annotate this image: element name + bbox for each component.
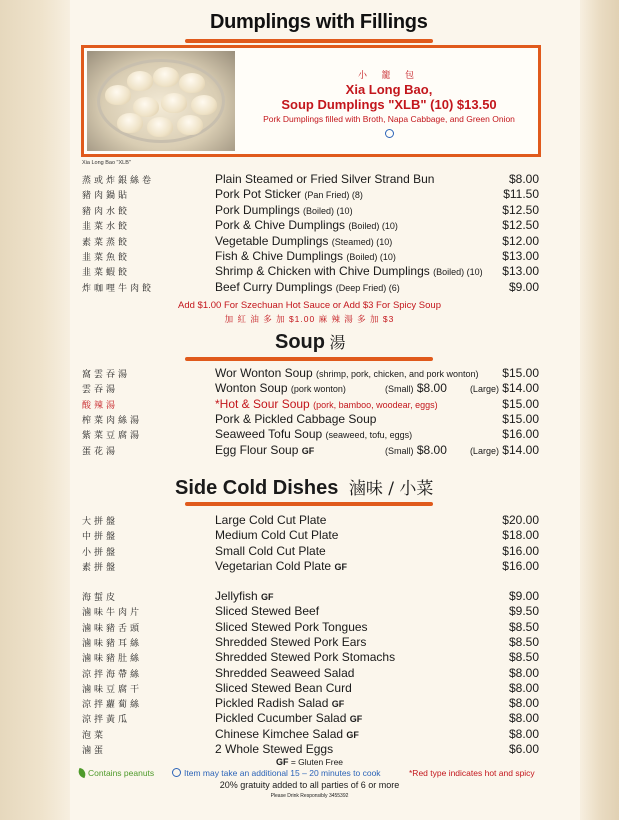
item-name-text: Large Cold Cut Plate (215, 513, 327, 527)
item-chinese-name: 大拼盤 (82, 517, 119, 527)
section-title-soup-cn: 湯 (329, 333, 346, 352)
section-title-cold-wrap (175, 474, 433, 500)
item-price: $8.00 (508, 711, 539, 726)
item-price: $9.50 (508, 604, 539, 619)
item-name-text: Sliced Stewed Pork Tongues (215, 619, 368, 634)
dumpling-shape (179, 73, 205, 93)
item-chinese-name: 滷味豬肚絲 (82, 654, 143, 665)
small-price-value: $8.00 (416, 442, 447, 457)
featured-name-line1: Xia Long Bao, (345, 82, 433, 97)
item-chinese-name: 蛋花湯 (82, 446, 119, 457)
item-chinese-name: 素拼盤 (82, 562, 119, 573)
item-name (215, 604, 319, 618)
item-note: (Pan Fried) (8) (304, 190, 363, 201)
item-price: $15.00 (502, 366, 539, 380)
item-name-text: Sliced Stewed Beef (215, 604, 320, 619)
dumpling-shape (177, 115, 203, 135)
item-price: $16.00 (502, 543, 539, 558)
item-name-text: Chinese Kimchee Salad (215, 726, 344, 741)
item-note: (pork wonton) (290, 384, 346, 395)
section-title-cold-cn: 滷味 / 小菜 (348, 479, 434, 499)
item-price: $11.50 (503, 187, 539, 202)
item-name-text: Sliced Stewed Bean Curd (215, 680, 352, 695)
item-note: (Deep Fried) (6) (335, 282, 400, 293)
item-name-text: Pork Dumplings (215, 202, 300, 217)
addon-note-chinese: 加 紅 油 多 加 $1.00 麻 辣 湯 多 加 $3 (224, 314, 395, 324)
item-chinese-name: 雲吞湯 (82, 385, 119, 396)
item-price: $8.00 (508, 680, 539, 695)
featured-clock-wrap (234, 125, 544, 143)
dumpling-shape (117, 113, 143, 133)
dumpling-shape (161, 93, 187, 113)
item-price: $15.00 (502, 411, 539, 426)
gf-tag: GF (301, 445, 315, 456)
item-name-text: Small Cold Cut Plate (215, 543, 326, 558)
item-name (215, 635, 366, 649)
drink-responsibly-note: Please Drink Responsibly 3455392 (270, 793, 349, 799)
item-price: $9.00 (508, 279, 539, 294)
item-chinese-name: 滷味豬耳絲 (82, 638, 143, 649)
item-price: $9.00 (508, 589, 539, 603)
item-name-text: Pickled Radish Salad (215, 696, 329, 711)
item-chinese-name: 炸咖哩牛肉餃 (82, 283, 155, 294)
soup-dumpling-photo (87, 51, 235, 151)
item-price: $20.00 (502, 513, 539, 527)
gf-tag: GF (349, 714, 363, 725)
item-name (215, 249, 396, 263)
gf-tag: GF (346, 729, 359, 740)
item-name (215, 650, 395, 664)
item-name (215, 589, 274, 603)
item-name (215, 711, 362, 725)
large-price (470, 381, 539, 395)
item-name (215, 427, 412, 441)
item-price: $16.00 (502, 558, 539, 573)
item-price: $15.00 (502, 396, 539, 411)
item-name-text: Beef Curry Dumplings (215, 279, 333, 294)
item-name (215, 727, 359, 741)
legend-peanuts-text: Contains peanuts (88, 768, 155, 778)
item-name-text: *Hot & Sour Soup (215, 396, 310, 411)
item-price: $13.00 (502, 249, 539, 263)
section-title-soup-wrap (275, 330, 345, 354)
item-name (215, 559, 347, 573)
small-label: (Small) (385, 384, 414, 395)
featured-item-box (81, 45, 541, 157)
item-price: $16.00 (502, 427, 539, 442)
item-name (215, 742, 333, 756)
item-name (215, 264, 483, 278)
item-name (215, 187, 363, 201)
peanut-leaf-icon (77, 768, 87, 778)
item-name-text: Fish & Chive Dumplings (215, 249, 344, 263)
large-label: (Large) (469, 384, 499, 395)
large-price-value: $14.00 (502, 442, 539, 457)
title-underline (185, 39, 433, 43)
gf-tag: GF (261, 592, 274, 602)
dumpling-shape (191, 95, 217, 115)
item-note: (Boiled) (10) (346, 252, 396, 262)
item-name-text: Pork & Chive Dumplings (215, 218, 346, 233)
item-chinese-name: 韭菜蝦餃 (82, 268, 131, 279)
item-name-text: Pork Pot Sticker (215, 187, 302, 202)
item-name (215, 443, 314, 457)
item-name-text: Pickled Cucumber Salad (215, 711, 347, 726)
item-name-text: 2 Whole Stewed Eggs (215, 742, 334, 756)
dumpling-shape (153, 67, 179, 87)
item-name (215, 203, 353, 217)
item-chinese-name: 素菜蒸餃 (82, 237, 131, 248)
item-note: (shrimp, pork, chicken, and pork wonton) (315, 369, 479, 379)
item-name-text: Plain Steamed or Fried Silver Strand Bun (215, 172, 435, 186)
item-chinese-name: 涼拌蘿蔔絲 (82, 700, 143, 711)
item-price: $8.50 (508, 619, 539, 634)
item-name-text: Shredded Seaweed Salad (215, 665, 355, 680)
large-price (470, 443, 539, 457)
large-price-value: $14.00 (502, 381, 539, 396)
item-price: $6.00 (508, 742, 539, 756)
item-name (215, 666, 354, 680)
large-label: (Large) (469, 445, 499, 456)
item-price: $8.00 (508, 665, 539, 680)
item-name (215, 696, 344, 710)
legend-spicy: *Red type indicates hot and spicy (409, 768, 535, 778)
item-chinese-name: 涼拌黃瓜 (82, 715, 131, 726)
item-name (215, 397, 438, 411)
item-price: $8.00 (508, 172, 539, 186)
gf-key-label: GF (275, 757, 289, 767)
legend-time (172, 768, 381, 778)
item-name (215, 234, 392, 248)
item-note: (seaweed, tofu, eggs) (325, 430, 413, 441)
gf-tag: GF (331, 699, 345, 710)
dumpling-shape (147, 117, 173, 137)
item-chinese-name: 滷味豬舌頭 (82, 623, 143, 634)
item-chinese-name: 滷蛋 (82, 746, 107, 756)
item-name-text: Wonton Soup (215, 381, 288, 396)
item-note: (Steamed) (10) (331, 236, 393, 247)
small-price (385, 381, 447, 395)
small-price-value: $8.00 (416, 381, 447, 396)
gf-key-text: = Gluten Free (290, 757, 344, 767)
item-name-text: Jellyfish (215, 589, 258, 603)
item-name-text: Pork & Pickled Cabbage Soup (215, 411, 377, 426)
item-chinese-name: 小拼盤 (82, 547, 119, 558)
item-price: $12.50 (502, 218, 539, 233)
item-chinese-name: 紫菜豆腐湯 (82, 431, 143, 442)
featured-name-line2: Soup Dumplings "XLB" (10) $13.50 (281, 97, 497, 112)
section-title-cold: Side Cold Dishes (175, 477, 339, 499)
section-title-dumplings: Dumplings with Fillings (210, 11, 428, 33)
item-chinese-name: 榨菜肉絲湯 (82, 415, 143, 426)
section-title-soup: Soup (275, 331, 325, 353)
featured-item-text (234, 68, 544, 143)
dumpling-shape (127, 71, 153, 91)
item-chinese-name: 中拼盤 (82, 532, 119, 543)
item-price: $8.50 (508, 634, 539, 649)
item-name-text: Shredded Stewed Pork Ears (215, 634, 367, 649)
item-name (215, 528, 338, 542)
item-chinese-name: 窩雲吞湯 (82, 370, 131, 380)
item-name (215, 412, 376, 426)
paper-edge-right (580, 0, 619, 820)
item-name-text: Egg Flour Soup (215, 442, 299, 457)
item-chinese-name: 蒸或炸銀絲卷 (82, 176, 155, 186)
gratuity-note: 20% gratuity added to all parties of 6 or more (219, 780, 400, 790)
item-price: $8.00 (508, 696, 539, 711)
item-price: $13.00 (502, 264, 539, 279)
item-name-text: Shredded Stewed Pork Stomachs (215, 650, 396, 665)
item-chinese-name: 韭菜水餃 (82, 222, 131, 233)
item-name (215, 620, 368, 634)
item-name-text: Medium Cold Cut Plate (215, 528, 339, 543)
item-chinese-name: 豬肉水餃 (82, 206, 131, 217)
item-chinese-name: 豬肉鍋貼 (82, 191, 131, 202)
item-note: (Boiled) (10) (348, 221, 398, 232)
featured-description: Pork Dumplings filled with Broth, Napa Cabbage, and Green Onion (263, 114, 515, 124)
item-note: (Boiled) (10) (303, 205, 353, 216)
item-note: (pork, bamboo, woodear, eggs) (313, 399, 438, 410)
item-chinese-name: 滷味牛肉片 (82, 608, 143, 619)
item-price: $8.00 (508, 726, 539, 741)
item-price: $12.50 (502, 202, 539, 217)
item-name (215, 172, 434, 186)
item-name (215, 381, 346, 395)
item-note: (Boiled) (10) (433, 267, 483, 278)
item-name (215, 544, 326, 558)
photo-caption: Xia Long Bao "XLB" (82, 160, 131, 166)
item-chinese-name: 泡菜 (82, 730, 107, 741)
item-name (215, 513, 326, 527)
paper-edge-left (0, 0, 70, 820)
item-chinese-name: 酸辣湯 (82, 400, 119, 411)
small-label: (Small) (385, 445, 414, 456)
item-name-text: Shrimp & Chicken with Chive Dumplings (215, 264, 430, 279)
item-name (215, 681, 352, 695)
item-name-text: Seaweed Tofu Soup (215, 427, 323, 442)
featured-chinese-name: 小 籠 包 (357, 70, 420, 80)
clock-icon (385, 129, 394, 138)
item-price: $18.00 (502, 528, 539, 543)
legend-time-text: Item may take an additional 15 – 20 minutes to cook (184, 768, 381, 778)
item-chinese-name: 海蜇皮 (82, 593, 119, 603)
item-chinese-name: 滷味豆腐干 (82, 684, 143, 695)
item-name (215, 280, 400, 294)
addon-note: Add $1.00 For Szechuan Hot Sauce or Add $3 For Spicy Soup (178, 300, 441, 311)
title-underline (185, 357, 433, 361)
item-name-text: Wor Wonton Soup (215, 366, 313, 380)
title-underline (185, 502, 433, 506)
dumpling-shape (105, 85, 131, 105)
item-chinese-name: 韭菜魚餃 (82, 253, 131, 263)
small-price (385, 443, 447, 457)
gf-tag: GF (334, 561, 347, 572)
gf-key (0, 757, 619, 767)
item-name (215, 366, 479, 380)
item-name-text: Vegetable Dumplings (215, 233, 329, 248)
item-chinese-name: 涼拌海帶絲 (82, 669, 143, 680)
clock-icon (172, 768, 181, 777)
legend-peanuts (78, 768, 154, 778)
item-name (215, 218, 398, 232)
item-name-text: Vegetarian Cold Plate (215, 558, 332, 573)
item-price: $8.50 (508, 650, 539, 665)
item-price: $12.00 (502, 233, 539, 248)
